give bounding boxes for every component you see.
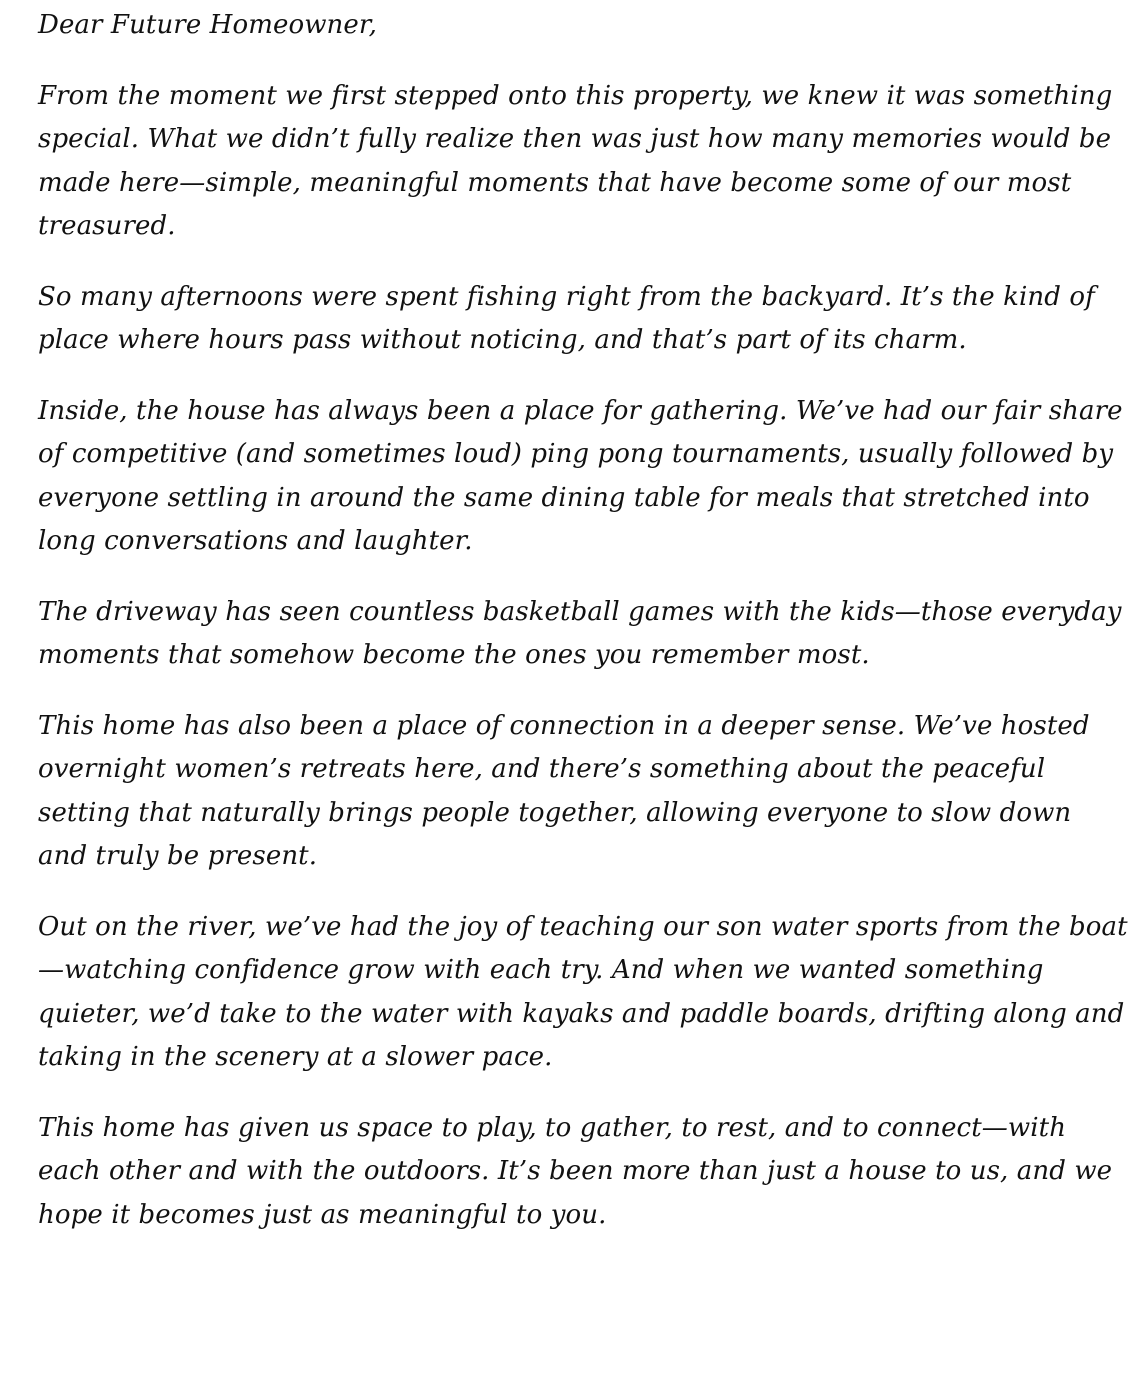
paragraph-connection: This home has also been a place of connection in a deeper sense. We’ve hosted overnight women’s retreats here, and there’s something about the peaceful setting that naturally brings people together, allowing everyone to slow down and truly be present. [38, 710, 1090, 871]
paragraph-property-intro: From the moment we first stepped onto this property, we knew it was something special. What we didn’t fully realize then was just how many memories would be made here—simple, meaningful moments that have become some of our most treasured. [38, 80, 1113, 241]
salutation: Dear Future Homeowner, [38, 10, 377, 40]
letter-body [38, 4, 1128, 1237]
paragraph-fishing: So many afternoons were spent fishing right from the backyard. It’s the kind of place where hours pass without noticing, and that’s part of its charm. [38, 281, 1095, 355]
paragraph-river: Out on the river, we’ve had the joy of teaching our son water sports from the boat—watching confidence grow with each try. And when we wanted something quieter, we’d take to the water with kayaks and paddle boards, drifting along and taking in the scenery at a slower pace. [38, 911, 1128, 1072]
paragraph-gathering: Inside, the house has always been a place for gathering. We’ve had our fair share of competitive (and sometimes loud) ping pong tournaments, usually followed by everyone settling in around the same dining table for meals that stretched into long conversations and laughter. [38, 395, 1123, 556]
paragraph-closing: This home has given us space to play, to gather, to rest, and to connect—with each other and with the outdoors. It’s been more than just a house to us, and we hope it becomes just as meaningful to you. [38, 1112, 1113, 1230]
paragraph-driveway: The driveway has seen countless basketball games with the kids—those everyday moments that somehow become the ones you remember most. [38, 596, 1122, 670]
